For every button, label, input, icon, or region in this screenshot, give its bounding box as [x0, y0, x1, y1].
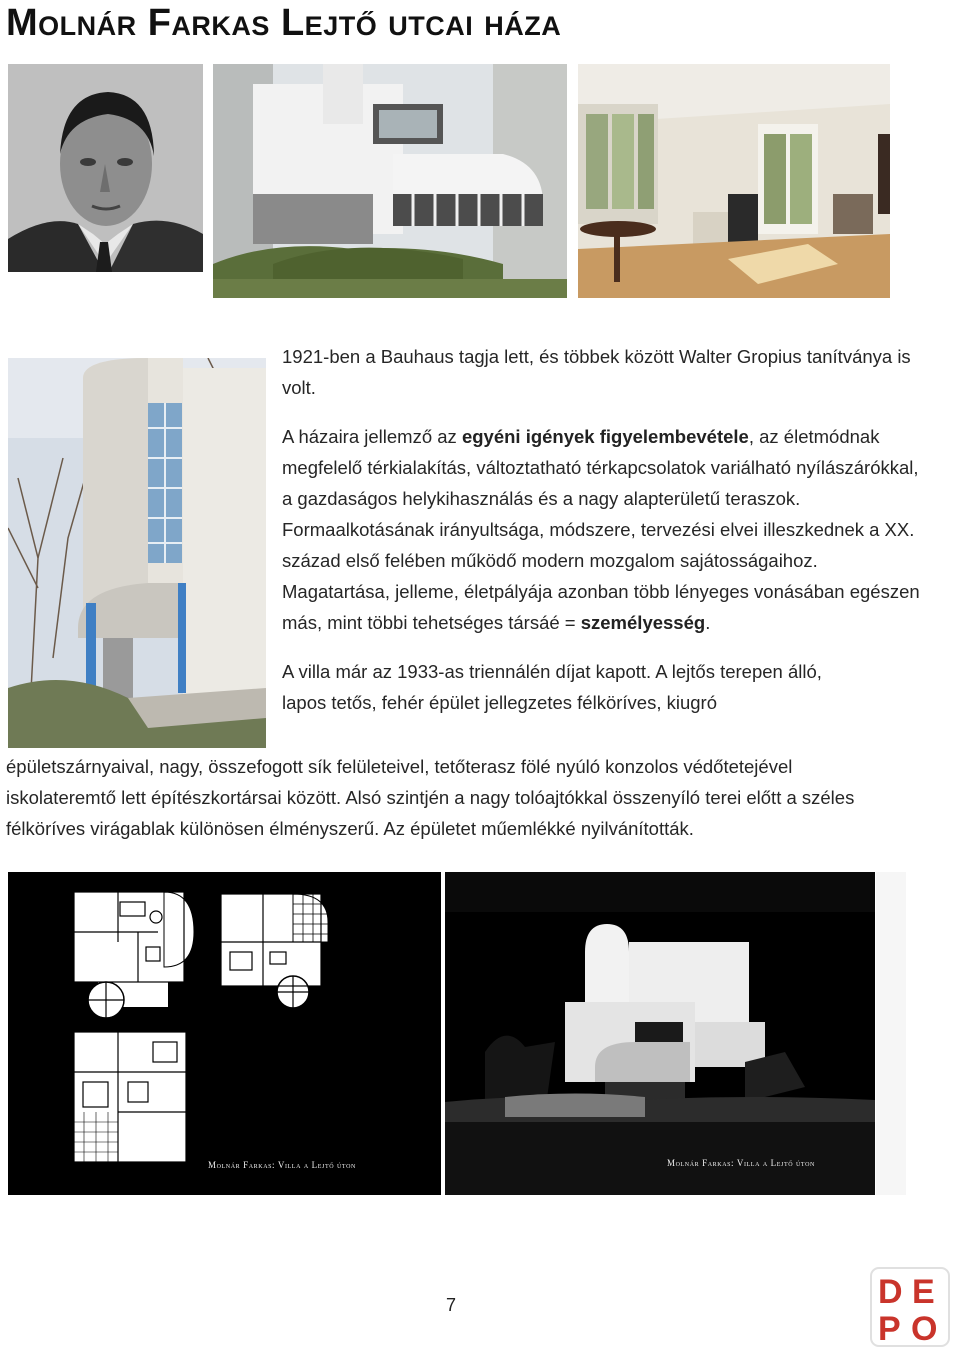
photo-caption: Molnár Farkas: Villa a Lejtő úton: [667, 1158, 815, 1168]
paragraph-villa-rest: épületszárnyaival, nagy, összefogott sík felületeivel, tetőterasz fölé nyúló konzolos védőtetejével iskolateremtő lett építészkortársai között. Alsó szintjén a nagy tolóajtókkal összenyíló terei előtt a széles félköríves virágablak különösen élményszerű. Az épületet műemlékké nyilvánították.: [6, 756, 855, 839]
p2-text-b: , az életmódnak megfelelő térkialakítás, változtatható térkapcsolatok variálható nyílászárókkal, a gazdaságos helykihasználás és a nagy alapterületű teraszok. Formaalkotásának irányultsága, módszere, tervezési elvei illeszkednek a XX. század első felében működő modern mozgalom sajátosságaihoz. Magatartása, jelleme, életpályája azonban több lényeges vonásában egészen más, mint többi tehetséges társáé =: [282, 426, 920, 633]
villa-interior-photo: [578, 64, 890, 298]
svg-text:E: E: [912, 1273, 935, 1311]
p2-bold-b: személyesség: [580, 612, 706, 633]
p2-text-a: A házaira jellemző az: [282, 426, 462, 447]
paragraph-villa-line1: A villa már az 1933-as triennálén díjat kapott. A lejtős terepen álló,: [282, 661, 822, 682]
paragraph-villa-line2: lapos tetős, fehér épület jellegzetes félköríves, kiugró: [282, 692, 717, 713]
svg-text:D: D: [878, 1273, 903, 1311]
depo-logo: [870, 1267, 950, 1347]
page-edge-strip: [876, 872, 906, 1195]
svg-text:O: O: [911, 1310, 938, 1347]
paragraph-bauhaus: 1921-ben a Bauhaus tagja lett, és többek között Walter Gropius tanítványa is volt.: [282, 346, 911, 398]
floorplan-lower: [74, 1032, 186, 1162]
villa-side-photo: [8, 358, 266, 748]
floorplans-image: [8, 872, 441, 1195]
floorplans-caption: Molnár Farkas: Villa a Lejtő úton: [208, 1160, 356, 1170]
paragraph-characteristics: [282, 421, 922, 638]
p2-bold-a: egyéni igények figyelembevétele: [461, 426, 749, 447]
svg-text:P: P: [878, 1310, 901, 1347]
portrait-photo: [8, 64, 203, 272]
villa-exterior-photo: [213, 64, 567, 298]
page-title: Molnár Farkas Lejtő utcai háza: [6, 2, 562, 44]
text-block: [282, 341, 922, 718]
villa-bw-photo: [445, 872, 875, 1195]
page-number: 7: [446, 1295, 457, 1315]
p2-text-c: .: [705, 612, 711, 633]
